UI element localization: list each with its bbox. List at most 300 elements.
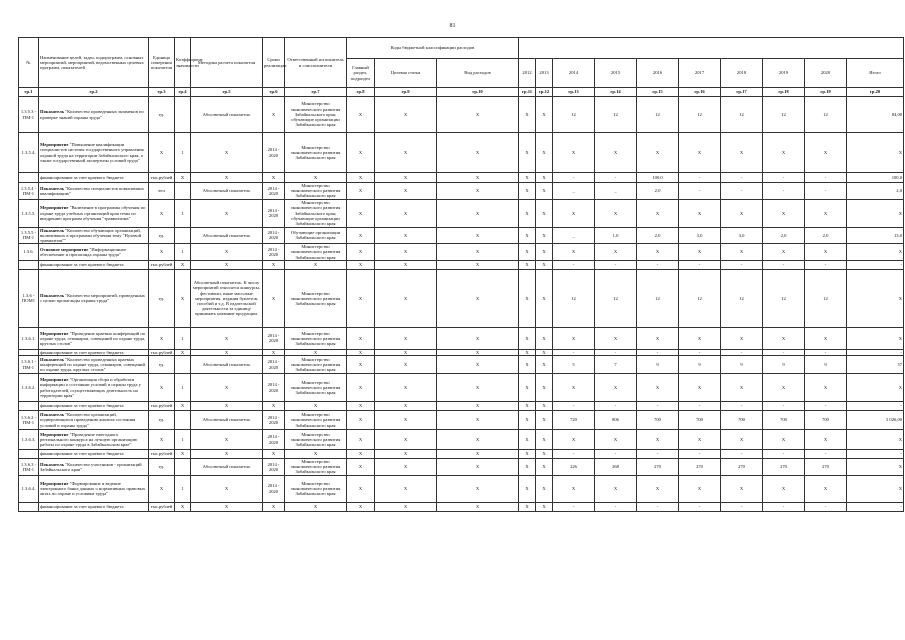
column-number: гр.10 xyxy=(437,88,519,97)
table-cell: Показатель "Количество проведенных экзаменов по проверке знаний охраны труда" xyxy=(39,97,149,133)
table-cell: X xyxy=(637,133,679,173)
header-vr: Вид расходов xyxy=(437,59,519,88)
table-cell: X xyxy=(519,374,536,402)
table-cell: X xyxy=(536,173,553,183)
table-cell: финансирование за счет краевого бюджета xyxy=(39,260,149,269)
table-cell: - xyxy=(805,260,847,269)
header-year-2013: 2013 xyxy=(536,59,553,88)
table-cell: X xyxy=(437,402,519,411)
table-cell: тыс.рублей xyxy=(149,173,175,183)
table-cell xyxy=(175,459,191,476)
table-cell: финансирование за счет краевого бюджета xyxy=(39,349,149,355)
header-num: № xyxy=(19,38,39,88)
table-cell: X xyxy=(637,199,679,227)
table-cell: X xyxy=(437,260,519,269)
table-cell: X xyxy=(847,475,904,502)
table-cell: - xyxy=(679,349,721,355)
table-cell: X xyxy=(375,183,437,200)
table-cell: X xyxy=(347,502,375,511)
table-cell: Абсолютный показатель xyxy=(191,356,263,374)
table-cell: X xyxy=(519,349,536,355)
table-cell: 2014 - 2020 xyxy=(263,430,285,450)
table-cell: Министерство экономического развития Забайкальского края xyxy=(285,459,347,476)
table-cell: 1 xyxy=(175,327,191,349)
table-cell: X xyxy=(847,133,904,173)
table-cell: X xyxy=(595,374,637,402)
table-cell: X xyxy=(721,133,763,173)
table-cell: X xyxy=(553,475,595,502)
table-cell: 2014 - 2020 xyxy=(263,327,285,349)
table-cell: - xyxy=(553,502,595,511)
table-cell: X xyxy=(437,349,519,355)
table-cell: Абсолютный показатель xyxy=(191,183,263,200)
table-cell: Министерство экономического развития Забайкальского края xyxy=(285,411,347,430)
table-cell: X xyxy=(519,260,536,269)
table-cell: X xyxy=(149,327,175,349)
table-cell: ед. xyxy=(149,411,175,430)
table-cell: - xyxy=(553,450,595,459)
table-cell: X xyxy=(191,430,263,450)
table-cell: 2014 - 2020 xyxy=(263,411,285,430)
table-cell: X xyxy=(375,173,437,183)
table-cell: X xyxy=(536,374,553,402)
table-cell xyxy=(19,402,39,411)
table-cell: Министерство экономического развития Забайкальского края xyxy=(285,269,347,327)
table-cell: X xyxy=(519,227,536,244)
table-cell: 12 xyxy=(721,269,763,327)
table-cell: X xyxy=(263,402,285,411)
table-cell: - xyxy=(679,173,721,183)
table-cell: тыс.рублей xyxy=(149,260,175,269)
table-cell: X xyxy=(847,430,904,450)
table-cell: - xyxy=(763,502,805,511)
table-cell: X xyxy=(149,374,175,402)
table-cell: 3,0 xyxy=(721,227,763,244)
table-row xyxy=(19,374,904,402)
header-year-2019: 2019 xyxy=(763,59,805,88)
table-cell: 2014 - 2020 xyxy=(263,374,285,402)
table-cell: X xyxy=(175,502,191,511)
table-cell: тыс.рублей xyxy=(149,502,175,511)
table-cell: X xyxy=(175,260,191,269)
table-cell: Министерство экономического развития Забайкальского края xyxy=(285,244,347,261)
table-cell: X xyxy=(536,475,553,502)
table-cell: X xyxy=(763,475,805,502)
table-cell: Мероприятие "Проведение краевых конференций по охране труда, семинаров, совещаний по охране труда, круглых столов" xyxy=(39,327,149,349)
table-cell: - xyxy=(763,173,805,183)
table-cell: X xyxy=(536,402,553,411)
table-cell: X xyxy=(347,459,375,476)
table-cell: X xyxy=(536,349,553,355)
table-cell: X xyxy=(375,475,437,502)
table-cell: 3,0 xyxy=(679,227,721,244)
table-row xyxy=(19,411,904,430)
table-cell: X xyxy=(191,199,263,227)
table-cell: 700 xyxy=(805,411,847,430)
table-cell: X xyxy=(263,97,285,133)
table-cell xyxy=(175,356,191,374)
table-cell: 13,0 xyxy=(847,227,904,244)
table-cell: X xyxy=(347,475,375,502)
table-cell: - xyxy=(595,402,637,411)
table-cell: X xyxy=(191,374,263,402)
table-cell: X xyxy=(553,244,595,261)
table-cell: - xyxy=(679,450,721,459)
table-cell: X xyxy=(191,260,263,269)
table-cell: X xyxy=(437,502,519,511)
table-cell: 1.3.6.2. xyxy=(19,374,39,402)
table-cell: X xyxy=(536,133,553,173)
table-cell: ед. xyxy=(149,459,175,476)
table-cell: X xyxy=(536,227,553,244)
table-cell: X xyxy=(595,327,637,349)
table-cell: X xyxy=(437,327,519,349)
table-cell: X xyxy=(536,411,553,430)
table-cell: X xyxy=(375,227,437,244)
table-cell: 268 xyxy=(595,459,637,476)
program-table xyxy=(18,37,904,512)
page-number: 81 xyxy=(449,23,456,29)
table-cell: X xyxy=(847,374,904,402)
table-cell: 270 xyxy=(679,459,721,476)
header-cs: Целевая статья xyxy=(375,59,437,88)
table-cell: - xyxy=(805,450,847,459)
table-cell: 12 xyxy=(637,97,679,133)
table-cell: X xyxy=(437,173,519,183)
table-row xyxy=(19,459,904,476)
table-cell xyxy=(175,227,191,244)
table-cell: - xyxy=(553,349,595,355)
table-cell: 1 xyxy=(175,430,191,450)
table-cell: - xyxy=(721,173,763,183)
table-cell: X xyxy=(347,349,375,355)
table-cell: - xyxy=(805,502,847,511)
table-cell: Показатель "Количество обучающих организаций, включивших в программы обучения тему "Нулевой травматизм"" xyxy=(39,227,149,244)
table-row xyxy=(19,133,904,173)
table-cell: - xyxy=(763,402,805,411)
table-row xyxy=(19,475,904,502)
column-number: гр.7 xyxy=(285,88,347,97)
table-cell: X xyxy=(375,199,437,227)
table-cell: финансирование за счет краевого бюджета xyxy=(39,450,149,459)
header-name: Наименование целей, задач, подпрограмм, основных мероприятий, мероприятий, ведомственных целевых программ, показателей xyxy=(39,38,149,88)
table-cell: 2,0 xyxy=(847,183,904,200)
table-row xyxy=(19,327,904,349)
table-cell: X xyxy=(595,133,637,173)
header-method: Методика расчета показателя xyxy=(191,38,263,88)
table-cell: ед. xyxy=(149,356,175,374)
table-cell: 1.3.6. xyxy=(19,244,39,261)
table-cell: X xyxy=(191,173,263,183)
table-cell: 1.3.6.3 - ПМ-1 xyxy=(19,459,39,476)
table-cell: 1.3.5.4 - ПМ-1 xyxy=(19,183,39,200)
table-cell: X xyxy=(437,459,519,476)
column-number: гр.9 xyxy=(375,88,437,97)
table-cell: X xyxy=(175,402,191,411)
table-cell: X xyxy=(347,374,375,402)
table-cell xyxy=(19,173,39,183)
table-cell: 57 xyxy=(847,356,904,374)
table-cell: 9 xyxy=(721,356,763,374)
table-cell: X xyxy=(536,459,553,476)
table-cell: X xyxy=(553,374,595,402)
table-cell: 2014 - 2020 xyxy=(263,183,285,200)
table-cell: X xyxy=(437,199,519,227)
table-cell: X xyxy=(191,244,263,261)
table-cell: 2014 - 2020 xyxy=(263,244,285,261)
table-cell: Показатель "Количество мероприятий, проведенных с целью пропаганды охраны труда" xyxy=(39,269,149,327)
table-cell: X xyxy=(263,502,285,511)
table-cell: X xyxy=(191,402,263,411)
table-cell: Обучающие организации Забайкальского края xyxy=(285,227,347,244)
table-cell: - xyxy=(553,173,595,183)
table-cell: Абсолютный показатель xyxy=(191,411,263,430)
table-cell: 1 xyxy=(175,244,191,261)
table-cell: X xyxy=(375,502,437,511)
table-cell: X xyxy=(519,244,536,261)
table-cell: 1 xyxy=(175,133,191,173)
table-cell: Министерство экономического развития Забайкальского края xyxy=(285,356,347,374)
table-cell: - xyxy=(763,260,805,269)
table-cell: - xyxy=(637,349,679,355)
table-cell: - xyxy=(721,260,763,269)
table-cell: X xyxy=(763,327,805,349)
table-cell: финансирование за счет краевого бюджета xyxy=(39,173,149,183)
table-cell: ед. xyxy=(149,227,175,244)
table-cell: - xyxy=(763,450,805,459)
table-cell: X xyxy=(375,374,437,402)
table-cell: X xyxy=(519,411,536,430)
column-number: гр.3 xyxy=(149,88,175,97)
table-row xyxy=(19,183,904,200)
table-cell: X xyxy=(347,327,375,349)
column-number: гр.11 xyxy=(519,88,536,97)
table-cell: X xyxy=(519,173,536,183)
table-cell: - xyxy=(595,173,637,183)
table-cell: 5 xyxy=(553,356,595,374)
table-cell: Абсолютный показатель xyxy=(191,227,263,244)
table-cell: X xyxy=(519,327,536,349)
table-cell: 700 xyxy=(679,411,721,430)
table-cell: - xyxy=(847,260,904,269)
header-year-2017: 2017 xyxy=(679,59,721,88)
table-cell: Мероприятие "Включение в программы обучения по охране труда учебных организаций края темы по внедрению программ обучения "травматизма" xyxy=(39,199,149,227)
table-cell: - xyxy=(805,349,847,355)
table-cell: X xyxy=(263,173,285,183)
table-cell: ед. xyxy=(149,97,175,133)
table-cell: X xyxy=(375,402,437,411)
table-cell: X xyxy=(347,244,375,261)
header-year-2018: 2018 xyxy=(721,59,763,88)
table-cell: X xyxy=(721,244,763,261)
table-cell: X xyxy=(347,402,375,411)
table-cell: 12 xyxy=(553,97,595,133)
table-cell: X xyxy=(191,475,263,502)
table-cell: 12 xyxy=(763,269,805,327)
table-row xyxy=(19,402,904,411)
table-cell: 2014 - 2020 xyxy=(263,356,285,374)
table-cell: Мероприятие "Организация сбора и обработки информации о состоянии условий и охраны труда у работодателей, осуществляющих деятельность на территории края" xyxy=(39,374,149,402)
table-cell: X xyxy=(191,349,263,355)
table-cell xyxy=(19,260,39,269)
table-cell: 2014 - 2020 xyxy=(263,133,285,173)
table-cell: Абсолютный показатель. К числу мероприятий относятся конкурсы, фестивали, иные массовые мероприятия, издания буклетов, пособий и т.д. В издательской деятельности за единицу принимать название продукции. xyxy=(191,269,263,327)
table-cell: X xyxy=(375,269,437,327)
table-cell: X xyxy=(149,199,175,227)
table-cell: X xyxy=(536,97,553,133)
table-cell: Министерство экономического развития Забайкальского края xyxy=(285,430,347,450)
table-cell: 12 xyxy=(553,269,595,327)
table-cell: X xyxy=(375,133,437,173)
table-cell: 100,0 xyxy=(637,173,679,183)
table-cell: - xyxy=(721,402,763,411)
table-cell: X xyxy=(347,450,375,459)
table-cell: X xyxy=(285,173,347,183)
table-row xyxy=(19,260,904,269)
table-cell: X xyxy=(519,459,536,476)
column-number: гр.17 xyxy=(721,88,763,97)
column-number: гр.18 xyxy=(763,88,805,97)
table-cell: Министерство экономического развития Забайкальского края xyxy=(285,327,347,349)
table-cell: X xyxy=(519,199,536,227)
table-cell: X xyxy=(805,133,847,173)
table-cell: финансирование за счет краевого бюджета xyxy=(39,502,149,511)
table-cell: - xyxy=(847,349,904,355)
table-cell: 2,0 xyxy=(763,227,805,244)
table-cell: X xyxy=(437,183,519,200)
table-cell: X xyxy=(536,269,553,327)
table-cell: X xyxy=(347,356,375,374)
table-cell: Показатель "Количество специалистов повысивших квалификацию" xyxy=(39,183,149,200)
program-table-container xyxy=(18,37,903,512)
table-cell: X xyxy=(437,244,519,261)
table-cell: - xyxy=(553,260,595,269)
table-cell: X xyxy=(347,183,375,200)
table-cell: Абсолютный показатель xyxy=(191,459,263,476)
table-cell: финансирование за счет краевого бюджета xyxy=(39,402,149,411)
table-cell: X xyxy=(175,173,191,183)
table-cell: 12 xyxy=(721,97,763,133)
table-cell: тыс.рублей xyxy=(149,402,175,411)
table-cell: X xyxy=(375,459,437,476)
table-cell: X xyxy=(437,133,519,173)
table-cell: X xyxy=(375,260,437,269)
table-cell: X xyxy=(437,227,519,244)
table-cell: X xyxy=(519,402,536,411)
table-cell: - xyxy=(847,402,904,411)
column-number: гр.5 xyxy=(191,88,263,97)
table-cell: X xyxy=(847,269,904,327)
table-cell: X xyxy=(347,97,375,133)
table-cell: 700 xyxy=(637,411,679,430)
table-cell: X xyxy=(375,430,437,450)
table-cell: X xyxy=(637,430,679,450)
table-cell: X xyxy=(437,450,519,459)
column-number: гр.19 xyxy=(805,88,847,97)
table-cell: X xyxy=(285,450,347,459)
table-cell: 2014 - 2020 xyxy=(263,199,285,227)
table-cell: X xyxy=(191,133,263,173)
table-cell: X xyxy=(637,475,679,502)
table-cell: X xyxy=(721,430,763,450)
table-cell: - xyxy=(679,402,721,411)
table-cell: X xyxy=(805,244,847,261)
table-cell: 12 xyxy=(763,97,805,133)
table-cell: - xyxy=(679,260,721,269)
table-cell: 9 xyxy=(637,356,679,374)
table-cell: X xyxy=(519,450,536,459)
table-cell: X xyxy=(375,244,437,261)
table-cell: X xyxy=(553,327,595,349)
table-cell: X xyxy=(375,327,437,349)
table-cell: X xyxy=(536,260,553,269)
table-cell: 12 xyxy=(805,269,847,327)
header-year-2014: 2014 xyxy=(553,59,595,88)
table-cell: X xyxy=(519,502,536,511)
table-cell: 270 xyxy=(637,459,679,476)
table-cell: 1,0 xyxy=(595,227,637,244)
table-cell: X xyxy=(519,133,536,173)
table-cell: Мероприятие "Проведение ежегодного регионального конкурса на лучшую организацию работы по охране труда в Забайкальском крае" xyxy=(39,430,149,450)
table-cell: 12 xyxy=(805,97,847,133)
table-cell: X xyxy=(721,199,763,227)
table-cell: X xyxy=(847,327,904,349)
table-cell: - xyxy=(553,402,595,411)
table-cell: X xyxy=(437,430,519,450)
column-number: гр.16 xyxy=(679,88,721,97)
table-cell: X xyxy=(191,502,263,511)
table-cell: X xyxy=(347,411,375,430)
table-cell: X xyxy=(679,475,721,502)
table-cell: _ xyxy=(553,227,595,244)
table-cell: X xyxy=(679,430,721,450)
table-cell xyxy=(175,183,191,200)
table-cell: X xyxy=(263,260,285,269)
table-cell: X xyxy=(149,244,175,261)
table-cell: - xyxy=(805,183,847,200)
table-cell: X xyxy=(721,475,763,502)
column-number: гр.8 xyxy=(347,88,375,97)
table-cell: X xyxy=(149,133,175,173)
table-cell: 2,0 xyxy=(637,227,679,244)
table-cell: X xyxy=(519,475,536,502)
header-total: Итого xyxy=(847,59,904,88)
table-cell: 1.3.5.4. xyxy=(19,133,39,173)
table-cell: X xyxy=(805,327,847,349)
header-grbs: Главный раздел, подраздел xyxy=(347,59,375,88)
table-cell: 1 xyxy=(175,374,191,402)
table-cell: 1.3.6.3. xyxy=(19,430,39,450)
table-cell: X xyxy=(763,199,805,227)
table-cell: X xyxy=(519,269,536,327)
table-cell: X xyxy=(637,327,679,349)
table-cell: 2,0 xyxy=(805,227,847,244)
header-year-2015: 2015 xyxy=(595,59,637,88)
table-cell: 1.3.6 - ПОМ1 xyxy=(19,269,39,327)
table-cell: X xyxy=(375,97,437,133)
table-row xyxy=(19,97,904,133)
table-cell: X xyxy=(285,502,347,511)
table-cell: X xyxy=(553,430,595,450)
table-cell: 700 xyxy=(721,411,763,430)
table-cell: X xyxy=(536,450,553,459)
table-cell: - xyxy=(637,502,679,511)
header-term: Сроки реализации xyxy=(263,38,285,88)
header-year-2020: 2020 xyxy=(805,59,847,88)
table-cell: 1.3.5.3 - ПМ-1 xyxy=(19,97,39,133)
table-cell: X xyxy=(536,430,553,450)
header-exec: Ответственный исполнитель и соисполнители xyxy=(285,38,347,88)
